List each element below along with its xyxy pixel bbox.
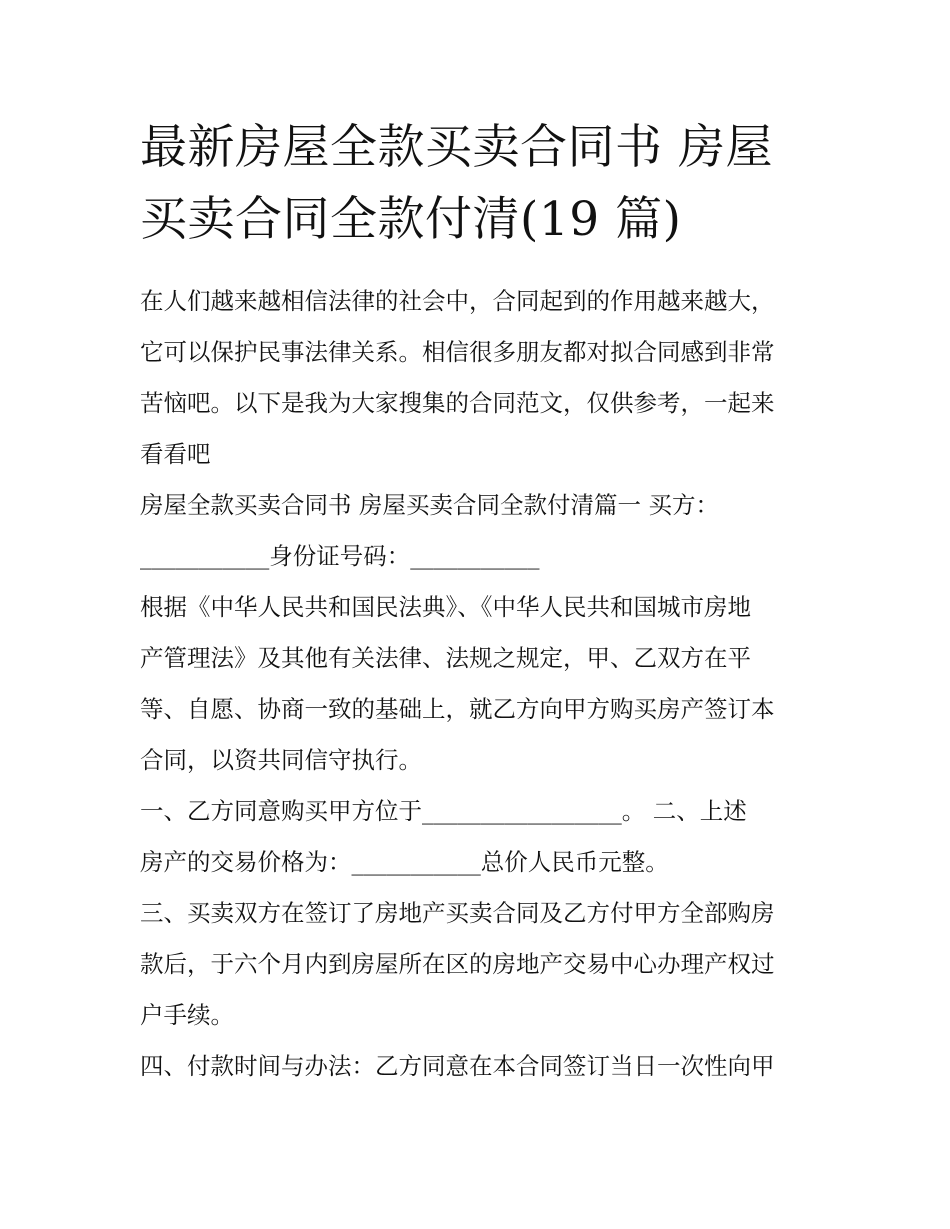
clause-1-line-1: 一、乙方同意购买甲方位于_________________。 二、上述 <box>140 797 747 825</box>
clause-3-line-2: 款后，于六个月内到房屋所在区的房地产交易中心办理产权过 <box>140 950 775 978</box>
id-number-line: ___________身份证号码：___________ <box>140 542 540 570</box>
intro-line-4: 看看吧 <box>140 440 211 468</box>
title-line-1: 最新房屋全款买卖合同书 房屋 <box>140 120 773 175</box>
clause-4-line-1: 四、付款时间与办法：乙方同意在本合同签订当日一次性向甲 <box>140 1052 775 1080</box>
section-heading-line: 房屋全款买卖合同书 房屋买卖合同全款付清篇一 买方： <box>140 491 719 519</box>
basis-line-4: 合同，以资共同信守执行。 <box>140 746 422 774</box>
basis-line-1: 根据《中华人民共和国民法典》、《中华人民共和国城市房地 <box>140 593 751 621</box>
title-line-2: 买卖合同全款付清(19 篇) <box>140 192 682 247</box>
intro-line-3: 苦恼吧。以下是我为大家搜集的合同范文，仅供参考，一起来 <box>140 389 775 417</box>
clause-1-line-2: 房产的交易价格为：___________总价人民币元整。 <box>140 848 669 876</box>
document-body <box>140 276 820 1092</box>
intro-line-2: 它可以保护民事法律关系。相信很多朋友都对拟合同感到非常 <box>140 338 775 366</box>
basis-line-3: 等、自愿、协商一致的基础上，就乙方向甲方购买房产签订本 <box>140 695 775 723</box>
basis-line-2: 产管理法》及其他有关法律、法规之规定，甲、乙双方在平 <box>140 644 751 672</box>
clause-3-line-3: 户手续。 <box>140 1001 234 1029</box>
clause-3-line-1: 三、买卖双方在签订了房地产买卖合同及乙方付甲方全部购房 <box>140 899 775 927</box>
intro-line-1: 在人们越来越相信法律的社会中，合同起到的作用越来越大， <box>140 287 775 315</box>
document-title <box>140 112 820 256</box>
